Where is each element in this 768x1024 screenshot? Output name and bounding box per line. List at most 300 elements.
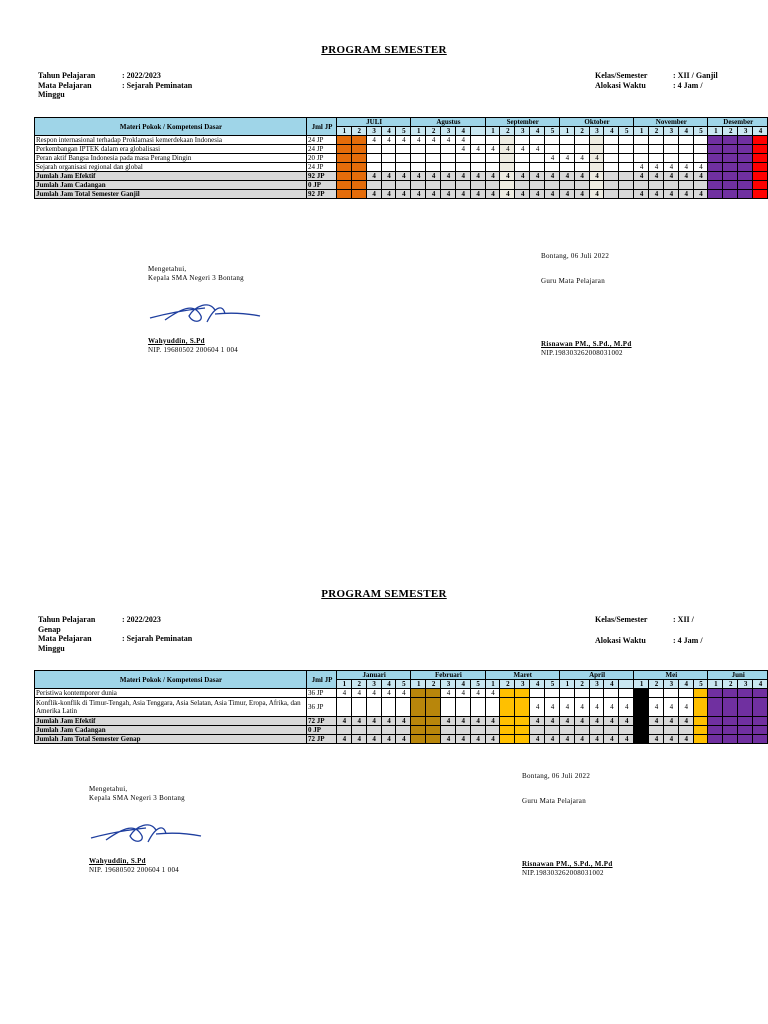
week-cell bbox=[634, 735, 649, 744]
meta-label: Mata Pelajaran bbox=[38, 80, 92, 90]
week-cell: 4 bbox=[559, 190, 574, 199]
week-cell bbox=[559, 136, 574, 145]
week-cell bbox=[723, 726, 738, 735]
week-cell bbox=[723, 717, 738, 726]
week-cell: 4 bbox=[351, 735, 366, 744]
week-number: 4 bbox=[678, 127, 693, 136]
week-cell bbox=[723, 689, 738, 698]
week-cell bbox=[396, 181, 411, 190]
sign-line: Kepala SMA Negeri 3 Bontang bbox=[89, 794, 185, 802]
week-cell bbox=[753, 154, 768, 163]
week-cell: 4 bbox=[545, 190, 560, 199]
week-cell: 4 bbox=[574, 735, 589, 744]
week-number: 3 bbox=[589, 127, 604, 136]
week-cell: 4 bbox=[634, 163, 649, 172]
week-cell: 4 bbox=[396, 735, 411, 744]
row-jp: 0 JP bbox=[307, 726, 337, 735]
week-number: 1 bbox=[708, 680, 723, 689]
row-material: Konflik-konflik di Timur-Tengah, Asia Tenggara, Asia Selatan, Asia Timur, Eropa, Afrika, dan Amerika Latin bbox=[35, 698, 307, 717]
week-cell: 4 bbox=[589, 154, 604, 163]
week-number: 2 bbox=[426, 680, 441, 689]
week-cell: 4 bbox=[619, 698, 634, 717]
week-cell bbox=[366, 163, 381, 172]
week-cell bbox=[723, 136, 738, 145]
row-material: Peristiwa kontemporer dunia bbox=[35, 689, 307, 698]
table-row bbox=[35, 735, 768, 744]
week-number: 5 bbox=[693, 680, 708, 689]
week-cell: 4 bbox=[545, 172, 560, 181]
month-header: Februari bbox=[411, 671, 485, 680]
signer-name: Wahyuddin, S.Pd bbox=[148, 337, 205, 345]
week-cell: 4 bbox=[500, 172, 515, 181]
week-cell bbox=[708, 190, 723, 199]
week-number: 1 bbox=[634, 680, 649, 689]
week-cell bbox=[604, 154, 619, 163]
table-row bbox=[35, 145, 768, 154]
week-cell bbox=[515, 735, 530, 744]
week-cell: 4 bbox=[351, 689, 366, 698]
week-cell: 4 bbox=[649, 717, 664, 726]
row-material: Jumlah Jam Total Semester Ganjil bbox=[35, 190, 307, 199]
week-cell: 4 bbox=[574, 717, 589, 726]
week-cell bbox=[738, 698, 753, 717]
meta-value: : Sejarah Peminatan bbox=[122, 80, 193, 90]
week-number: 2 bbox=[723, 680, 738, 689]
week-cell bbox=[649, 689, 664, 698]
week-cell: 4 bbox=[485, 689, 500, 698]
week-cell bbox=[663, 726, 678, 735]
row-material: Respon internasional terhadap Proklamasi kemerdekaan Indonesia bbox=[35, 136, 307, 145]
week-cell bbox=[470, 181, 485, 190]
week-cell: 4 bbox=[678, 190, 693, 199]
week-cell bbox=[738, 163, 753, 172]
week-cell bbox=[634, 717, 649, 726]
month-header: September bbox=[485, 118, 559, 127]
week-cell: 4 bbox=[426, 136, 441, 145]
week-cell bbox=[589, 163, 604, 172]
week-number: 1 bbox=[337, 680, 352, 689]
week-number: 1 bbox=[337, 127, 352, 136]
week-cell: 4 bbox=[381, 689, 396, 698]
week-cell bbox=[545, 163, 560, 172]
table-row bbox=[35, 154, 768, 163]
week-cell bbox=[738, 136, 753, 145]
section1-schedule-table bbox=[34, 117, 768, 199]
week-cell bbox=[604, 181, 619, 190]
week-cell bbox=[559, 689, 574, 698]
table-row bbox=[35, 181, 768, 190]
week-cell: 4 bbox=[470, 735, 485, 744]
week-cell bbox=[723, 163, 738, 172]
week-cell bbox=[500, 154, 515, 163]
meta-value: : 2022/2023 bbox=[122, 615, 161, 624]
section2-meta-right bbox=[595, 615, 703, 645]
week-cell bbox=[411, 154, 426, 163]
week-number: 2 bbox=[351, 127, 366, 136]
week-cell bbox=[485, 726, 500, 735]
meta-label: Alokasi Waktu bbox=[595, 635, 646, 645]
row-jp: 0 JP bbox=[307, 181, 337, 190]
week-cell: 4 bbox=[663, 190, 678, 199]
section1-left-signatory bbox=[148, 265, 244, 283]
week-cell bbox=[470, 154, 485, 163]
week-cell bbox=[738, 689, 753, 698]
week-cell bbox=[753, 145, 768, 154]
week-cell bbox=[619, 190, 634, 199]
week-cell bbox=[455, 181, 470, 190]
week-cell bbox=[545, 726, 560, 735]
week-cell: 4 bbox=[381, 735, 396, 744]
week-cell bbox=[619, 172, 634, 181]
week-number: 4 bbox=[530, 127, 545, 136]
week-cell bbox=[485, 698, 500, 717]
week-cell bbox=[470, 726, 485, 735]
week-cell bbox=[351, 154, 366, 163]
week-cell bbox=[738, 735, 753, 744]
week-cell: 4 bbox=[485, 735, 500, 744]
row-jp: 92 JP bbox=[307, 172, 337, 181]
week-cell bbox=[678, 181, 693, 190]
week-cell: 4 bbox=[604, 698, 619, 717]
week-cell bbox=[574, 689, 589, 698]
week-cell bbox=[411, 735, 426, 744]
week-cell bbox=[515, 698, 530, 717]
week-cell bbox=[455, 163, 470, 172]
table-row bbox=[35, 698, 768, 717]
section2-schedule-table bbox=[34, 670, 768, 744]
week-cell bbox=[604, 136, 619, 145]
signature-graphic bbox=[86, 816, 206, 850]
week-cell: 4 bbox=[500, 190, 515, 199]
week-cell bbox=[723, 154, 738, 163]
week-cell: 4 bbox=[441, 190, 456, 199]
meta-value: : 4 Jam / bbox=[673, 80, 703, 90]
week-cell bbox=[738, 181, 753, 190]
week-cell: 4 bbox=[396, 689, 411, 698]
week-cell bbox=[619, 136, 634, 145]
week-number: 2 bbox=[574, 680, 589, 689]
week-cell: 4 bbox=[545, 717, 560, 726]
week-number: 3 bbox=[515, 680, 530, 689]
week-cell bbox=[634, 145, 649, 154]
week-cell bbox=[426, 145, 441, 154]
section2-meta-left bbox=[38, 615, 192, 653]
week-cell: 4 bbox=[693, 190, 708, 199]
signer-nip: NIP.198303262008031002 bbox=[522, 869, 604, 877]
week-cell bbox=[530, 181, 545, 190]
week-cell bbox=[337, 726, 352, 735]
row-jp: 36 JP bbox=[307, 698, 337, 717]
table-row bbox=[35, 136, 768, 145]
week-cell: 4 bbox=[545, 735, 560, 744]
week-cell: 4 bbox=[515, 190, 530, 199]
week-cell bbox=[574, 145, 589, 154]
meta-value: : XII / bbox=[673, 615, 694, 624]
week-number: 4 bbox=[455, 127, 470, 136]
week-number: 5 bbox=[545, 680, 560, 689]
week-cell: 4 bbox=[381, 717, 396, 726]
week-cell: 4 bbox=[678, 172, 693, 181]
week-cell bbox=[381, 163, 396, 172]
week-cell: 4 bbox=[663, 163, 678, 172]
week-cell bbox=[426, 181, 441, 190]
header-jml: Jml JP bbox=[307, 118, 337, 136]
week-cell: 4 bbox=[396, 190, 411, 199]
week-cell bbox=[351, 163, 366, 172]
week-cell bbox=[693, 689, 708, 698]
week-cell bbox=[530, 726, 545, 735]
week-number: 4 bbox=[753, 680, 768, 689]
week-cell: 4 bbox=[574, 698, 589, 717]
week-cell bbox=[559, 181, 574, 190]
week-cell bbox=[515, 717, 530, 726]
sign-line: Kepala SMA Negeri 3 Bontang bbox=[148, 274, 244, 282]
meta-label: Minggu bbox=[38, 643, 65, 653]
week-cell: 4 bbox=[485, 717, 500, 726]
month-header: Juni bbox=[708, 671, 768, 680]
row-jp: 24 JP bbox=[307, 163, 337, 172]
week-cell: 4 bbox=[530, 717, 545, 726]
week-cell: 4 bbox=[485, 172, 500, 181]
week-cell bbox=[589, 136, 604, 145]
week-cell: 4 bbox=[396, 136, 411, 145]
row-jp: 92 JP bbox=[307, 190, 337, 199]
week-number: 3 bbox=[663, 680, 678, 689]
week-cell bbox=[500, 181, 515, 190]
week-cell bbox=[753, 163, 768, 172]
week-cell bbox=[515, 689, 530, 698]
week-cell bbox=[589, 181, 604, 190]
week-cell bbox=[619, 726, 634, 735]
section2-left-signatory bbox=[89, 785, 185, 803]
table-row bbox=[35, 717, 768, 726]
week-number: 2 bbox=[574, 127, 589, 136]
week-cell bbox=[619, 181, 634, 190]
header-material: Materi Pokok / Kompetensi Dasar bbox=[35, 671, 307, 689]
week-cell bbox=[366, 145, 381, 154]
row-material: Jumlah Jam Total Semester Genap bbox=[35, 735, 307, 744]
week-cell: 4 bbox=[604, 735, 619, 744]
week-cell bbox=[723, 172, 738, 181]
week-cell bbox=[530, 689, 545, 698]
week-cell bbox=[396, 154, 411, 163]
week-number: 5 bbox=[470, 680, 485, 689]
week-cell bbox=[559, 145, 574, 154]
week-number: 2 bbox=[500, 680, 515, 689]
week-cell: 4 bbox=[426, 172, 441, 181]
week-cell bbox=[455, 154, 470, 163]
week-number: 2 bbox=[500, 127, 515, 136]
week-number: 5 bbox=[693, 127, 708, 136]
week-cell bbox=[574, 136, 589, 145]
week-cell bbox=[441, 726, 456, 735]
meta-label: Minggu bbox=[38, 90, 65, 99]
week-cell bbox=[708, 154, 723, 163]
week-cell: 4 bbox=[337, 735, 352, 744]
week-cell bbox=[351, 172, 366, 181]
week-cell: 4 bbox=[426, 190, 441, 199]
week-cell: 4 bbox=[589, 735, 604, 744]
week-cell bbox=[723, 735, 738, 744]
week-cell bbox=[426, 154, 441, 163]
row-jp: 20 JP bbox=[307, 154, 337, 163]
signature-graphic bbox=[145, 296, 265, 330]
week-cell bbox=[396, 163, 411, 172]
week-cell: 4 bbox=[663, 717, 678, 726]
week-cell bbox=[351, 136, 366, 145]
week-cell bbox=[545, 181, 560, 190]
week-cell bbox=[723, 698, 738, 717]
week-cell: 4 bbox=[634, 172, 649, 181]
week-cell bbox=[396, 726, 411, 735]
week-number: 5 bbox=[396, 680, 411, 689]
week-cell bbox=[723, 190, 738, 199]
week-cell: 4 bbox=[589, 698, 604, 717]
week-cell: 4 bbox=[619, 735, 634, 744]
week-cell bbox=[663, 689, 678, 698]
week-cell bbox=[337, 698, 352, 717]
week-cell bbox=[366, 726, 381, 735]
week-cell bbox=[663, 154, 678, 163]
week-cell bbox=[366, 181, 381, 190]
signer-name: Risnawan PM., S.Pd., M.Pd bbox=[541, 340, 632, 348]
row-material: Peran aktif Bangsa Indonesia pada masa Perang Dingin bbox=[35, 154, 307, 163]
week-cell: 4 bbox=[663, 698, 678, 717]
week-cell bbox=[663, 181, 678, 190]
week-cell bbox=[470, 698, 485, 717]
week-cell: 4 bbox=[604, 717, 619, 726]
week-cell bbox=[500, 163, 515, 172]
week-cell bbox=[366, 698, 381, 717]
week-cell bbox=[619, 154, 634, 163]
week-cell bbox=[619, 145, 634, 154]
week-cell: 4 bbox=[545, 698, 560, 717]
week-number: 3 bbox=[738, 127, 753, 136]
week-number: 2 bbox=[723, 127, 738, 136]
week-cell bbox=[708, 726, 723, 735]
week-cell bbox=[530, 154, 545, 163]
week-cell bbox=[753, 181, 768, 190]
week-number: 5 bbox=[396, 127, 411, 136]
week-cell bbox=[351, 698, 366, 717]
sign-line: Guru Mata Pelajaran bbox=[541, 277, 606, 285]
week-cell bbox=[678, 689, 693, 698]
meta-label: Kelas/Semester bbox=[595, 615, 648, 624]
week-cell bbox=[426, 717, 441, 726]
week-number: 1 bbox=[559, 680, 574, 689]
week-number: 3 bbox=[441, 680, 456, 689]
week-cell: 4 bbox=[574, 190, 589, 199]
month-header: JULI bbox=[337, 118, 411, 127]
week-number: 2 bbox=[426, 127, 441, 136]
week-cell bbox=[753, 735, 768, 744]
week-cell bbox=[753, 698, 768, 717]
week-cell: 4 bbox=[441, 689, 456, 698]
week-cell: 4 bbox=[693, 172, 708, 181]
week-cell: 4 bbox=[470, 689, 485, 698]
week-cell bbox=[604, 163, 619, 172]
week-cell bbox=[411, 717, 426, 726]
week-cell: 4 bbox=[634, 190, 649, 199]
week-cell bbox=[753, 726, 768, 735]
week-cell bbox=[485, 154, 500, 163]
week-number: 4 bbox=[753, 127, 768, 136]
week-cell: 4 bbox=[485, 145, 500, 154]
week-cell: 4 bbox=[411, 190, 426, 199]
week-cell bbox=[351, 145, 366, 154]
row-jp: 36 JP bbox=[307, 689, 337, 698]
week-cell: 4 bbox=[678, 163, 693, 172]
week-cell: 4 bbox=[530, 698, 545, 717]
week-cell bbox=[337, 163, 352, 172]
week-cell bbox=[426, 163, 441, 172]
meta-value: : 2022/2023 bbox=[122, 71, 161, 80]
week-cell bbox=[708, 689, 723, 698]
week-cell: 4 bbox=[559, 154, 574, 163]
month-header: April bbox=[559, 671, 633, 680]
week-cell: 4 bbox=[381, 172, 396, 181]
week-number: 3 bbox=[663, 127, 678, 136]
week-cell bbox=[753, 717, 768, 726]
week-cell: 4 bbox=[455, 735, 470, 744]
month-header: Januari bbox=[337, 671, 411, 680]
sign-line: Mengetahui, bbox=[148, 265, 187, 273]
meta-value: : 4 Jam / bbox=[673, 635, 703, 645]
week-cell bbox=[545, 145, 560, 154]
week-cell bbox=[559, 726, 574, 735]
week-cell bbox=[574, 163, 589, 172]
week-cell: 4 bbox=[470, 717, 485, 726]
signer-nip: NIP. 19680502 200604 1 004 bbox=[89, 866, 180, 874]
signer-nip: NIP.198303262008031002 bbox=[541, 349, 623, 357]
week-number: 4 bbox=[455, 680, 470, 689]
week-cell bbox=[426, 698, 441, 717]
week-cell bbox=[604, 172, 619, 181]
meta-label: Kelas/Semester bbox=[595, 71, 648, 80]
week-cell: 4 bbox=[381, 190, 396, 199]
week-number: 3 bbox=[366, 680, 381, 689]
week-cell: 4 bbox=[396, 172, 411, 181]
week-cell bbox=[634, 726, 649, 735]
table-row bbox=[35, 689, 768, 698]
week-cell bbox=[589, 689, 604, 698]
header-jml: Jml JP bbox=[307, 671, 337, 689]
row-material: Jumlah Jam Efektif bbox=[35, 717, 307, 726]
week-number: 1 bbox=[708, 127, 723, 136]
week-cell bbox=[604, 190, 619, 199]
week-cell: 4 bbox=[678, 717, 693, 726]
meta-label: Genap bbox=[38, 624, 61, 634]
week-cell bbox=[678, 145, 693, 154]
week-cell: 4 bbox=[455, 190, 470, 199]
table-row bbox=[35, 190, 768, 199]
meta-label: Tahun Pelajaran bbox=[38, 615, 96, 624]
week-cell bbox=[649, 136, 664, 145]
week-cell: 4 bbox=[515, 172, 530, 181]
week-cell bbox=[559, 163, 574, 172]
week-cell bbox=[619, 163, 634, 172]
week-cell bbox=[678, 136, 693, 145]
week-cell bbox=[693, 181, 708, 190]
week-cell bbox=[738, 154, 753, 163]
week-cell: 4 bbox=[649, 190, 664, 199]
week-cell: 4 bbox=[366, 190, 381, 199]
week-cell bbox=[574, 181, 589, 190]
week-cell: 4 bbox=[470, 145, 485, 154]
week-cell bbox=[545, 689, 560, 698]
week-cell bbox=[351, 726, 366, 735]
week-cell bbox=[441, 163, 456, 172]
